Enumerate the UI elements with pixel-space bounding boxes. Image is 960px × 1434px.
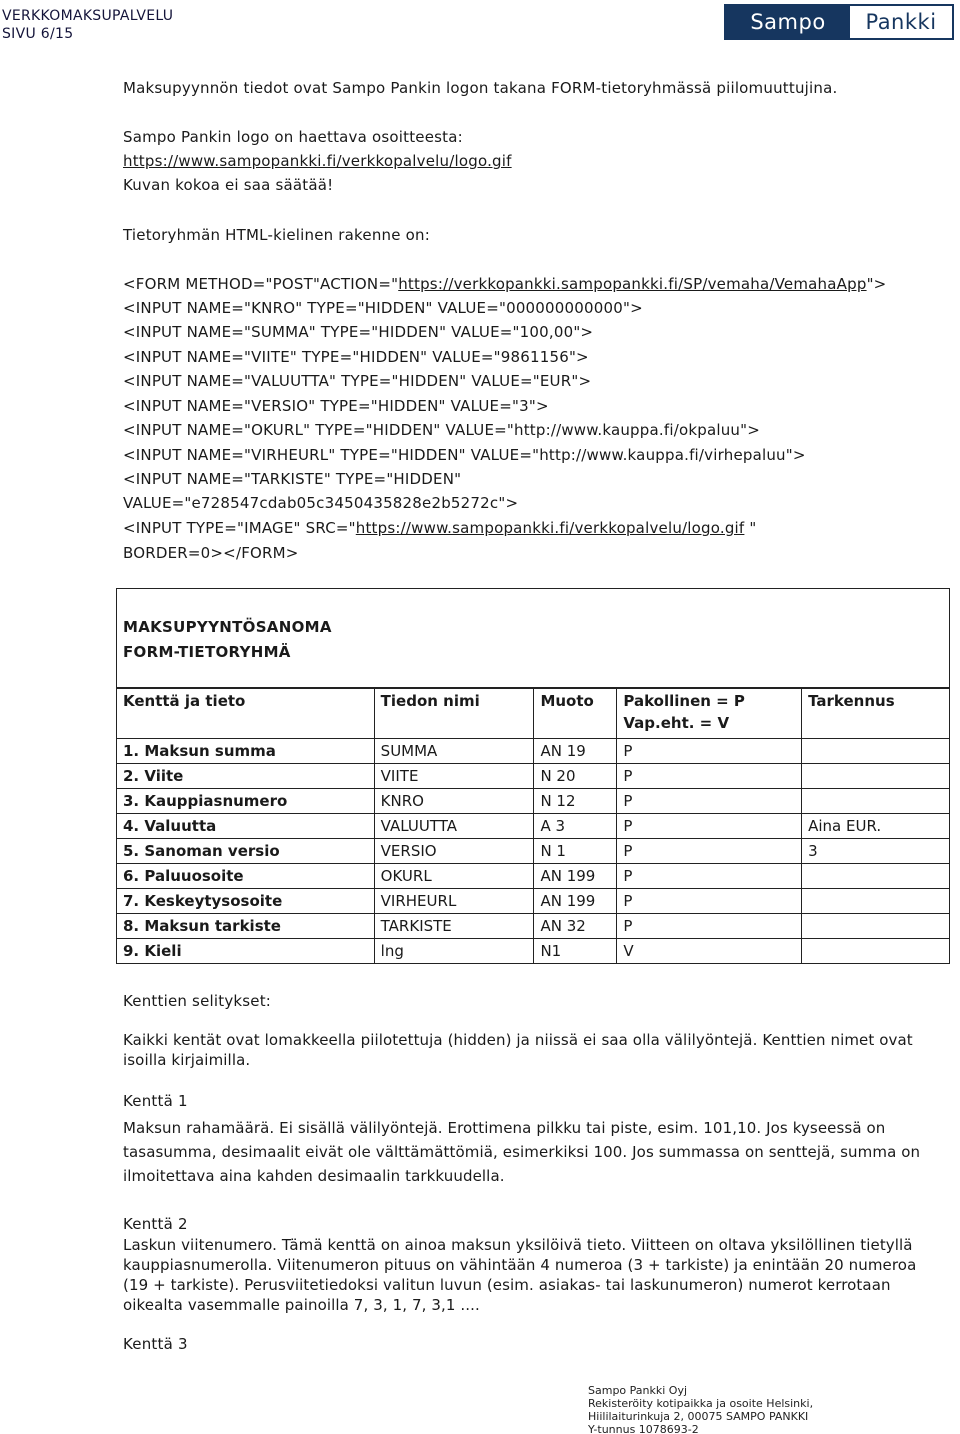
code-line-summa: <INPUT NAME="SUMMA" TYPE="HIDDEN" VALUE="100,00"> [123,323,594,341]
intro-paragraph-2: Sampo Pankin logo on haettava osoitteesta: [123,128,463,146]
code-image-prefix: <INPUT TYPE="IMAGE" SRC=" [123,519,356,537]
row-field: 9. Kieli [117,939,375,964]
header-format: Muoto [534,689,617,739]
code-form-suffix: "> [866,275,887,293]
row-field: 3. Kauppiasnumero [117,789,375,814]
field-2-title: Kenttä 2 [123,1215,188,1233]
code-line-virheurl: <INPUT NAME="VIRHEURL" TYPE="HIDDEN" VALUE="http://www.kauppa.fi/virhepaluu"> [123,446,806,464]
row-name: KNRO [374,789,534,814]
row-required: P [617,739,802,764]
row-detail [802,939,950,964]
row-name: TARKISTE [374,914,534,939]
row-name: VALUUTTA [374,814,534,839]
code-line-okurl: <INPUT NAME="OKURL" TYPE="HIDDEN" VALUE="http://www.kauppa.fi/okpaluu"> [123,421,760,439]
header-field: Kenttä ja tieto [117,689,375,739]
row-name: SUMMA [374,739,534,764]
row-detail [802,739,950,764]
table-row [117,839,950,864]
intro-paragraph-1: Maksupyynnön tiedot ovat Sampo Pankin logon takana FORM-tietoryhmässä piilomuuttujina. [123,79,838,97]
logo-pankki: Pankki [850,6,952,38]
row-required: P [617,914,802,939]
row-detail: 3 [802,839,950,864]
table-row [117,864,950,889]
row-detail [802,789,950,814]
row-required: P [617,789,802,814]
header-required-line2: Vap.eht. = V [623,714,730,732]
code-image-line [123,518,756,538]
intro-paragraph-4: Tietoryhmän HTML-kielinen rakenne on: [123,226,430,244]
code-line-viite: <INPUT NAME="VIITE" TYPE="HIDDEN" VALUE="9861156"> [123,348,589,366]
row-format: N1 [534,939,617,964]
row-name: lng [374,939,534,964]
footer-address: Hiililaiturinkuja 2, 00075 SAMPO PANKKI [588,1410,809,1423]
row-format: AN 199 [534,889,617,914]
code-line-tarkiste: <INPUT NAME="TARKISTE" TYPE="HIDDEN" [123,470,462,488]
code-form-line [123,274,886,294]
row-field: 5. Sanoman versio [117,839,375,864]
table-title-box [116,588,950,688]
footer-registered: Rekisteröity kotipaikka ja osoite Helsinki, [588,1397,814,1410]
row-format: AN 199 [534,864,617,889]
row-required: P [617,889,802,914]
row-field: 8. Maksun tarkiste [117,914,375,939]
logo-url-link[interactable]: https://www.sampopankki.fi/verkkopalvelu/logo.gif [123,152,512,170]
header-detail: Tarkennus [802,689,950,739]
sampo-pankki-logo [724,4,954,40]
field-table [116,688,950,964]
code-line-border: BORDER=0></FORM> [123,544,299,562]
image-src-link[interactable]: https://www.sampopankki.fi/verkkopalvelu/logo.gif [355,519,745,537]
table-title: MAKSUPYYNTÖSANOMA [123,618,332,636]
row-field: 2. Viite [117,764,375,789]
code-form-prefix: <FORM METHOD="POST"ACTION=" [123,275,399,293]
table-header-row [117,689,950,739]
row-format: N 1 [534,839,617,864]
document-header [2,7,173,43]
row-name: VIRHEURL [374,889,534,914]
row-detail [802,889,950,914]
table-row [117,914,950,939]
row-format: AN 19 [534,739,617,764]
field-1-text: Maksun rahamäärä. Ei sisällä välilyöntejä. Erottimena pilkku tai piste, esim. 101,10. Jos kyseessä on tasasumma, desimaalit eivät ole välttämättömiä, esimerkiksi 100. Jos summassa on senttejä, summa on ilmoitettava aina kahden desimaalin tarkkuudella. [123,1119,921,1185]
field-2-text: Laskun viitenumero. Tämä kenttä on ainoa maksun yksilöivä tieto. Viitteen on oltava yksilöllinen tietyllä kauppiasnumerolla. Viitenumeron pituus on vähintään 4 numeroa (3 + tarkiste) ja enintään 20 numeroa (19 + tarkiste). Perusviitetiedoksi valitun luvun (esim. asiakas- tai laskunumeron) numerot kerrotaan oikealta vasemmalle painoilla 7, 3, 1, 7, 3,1 .... [123,1236,917,1314]
row-required: P [617,764,802,789]
row-detail [802,914,950,939]
row-field: 4. Valuutta [117,814,375,839]
footer-business-id: Y-tunnus 1078693-2 [588,1423,699,1434]
code-line-valuutta: <INPUT NAME="VALUUTTA" TYPE="HIDDEN" VALUE="EUR"> [123,372,592,390]
table-row [117,739,950,764]
row-field: 6. Paluuosoite [117,864,375,889]
row-name: VERSIO [374,839,534,864]
row-required: P [617,839,802,864]
header-required [617,689,802,739]
row-field: 1. Maksun summa [117,739,375,764]
intro-paragraph-3: Kuvan kokoa ei saa säätää! [123,176,334,194]
explanations-heading: Kenttien selitykset: [123,992,272,1010]
page-number: SIVU 6/15 [2,26,74,42]
row-format: N 12 [534,789,617,814]
table-row [117,939,950,964]
footer-company: Sampo Pankki Oyj [588,1384,688,1397]
row-required: P [617,864,802,889]
row-name: OKURL [374,864,534,889]
row-detail [802,864,950,889]
header-required-line1: Pakollinen = P [623,692,745,710]
field-3-title: Kenttä 3 [123,1335,188,1353]
row-detail: Aina EUR. [802,814,950,839]
logo-sampo: Sampo [726,6,850,38]
row-required: P [617,814,802,839]
row-required: V [617,939,802,964]
table-row [117,889,950,914]
code-line-versio: <INPUT NAME="VERSIO" TYPE="HIDDEN" VALUE="3"> [123,397,549,415]
table-subtitle: FORM-TIETORYHMÄ [123,643,291,661]
code-image-suffix: " [744,519,757,537]
table-row [117,789,950,814]
row-format: N 20 [534,764,617,789]
explanations-general: Kaikki kentät ovat lomakkeella piilotettuja (hidden) ja niissä ei saa olla välilyöntejä. Kenttien nimet ovat isoilla kirjaimilla. [123,1031,913,1069]
row-detail [802,764,950,789]
row-format: AN 32 [534,914,617,939]
form-action-link[interactable]: https://verkkopankki.sampopankki.fi/SP/vemaha/VemahaApp [398,275,867,293]
service-name: VERKKOMAKSUPALVELU [2,8,174,24]
company-footer [588,1384,813,1434]
field-1-title: Kenttä 1 [123,1092,188,1110]
code-line-tarkiste-value: VALUE="e728547cdab05c3450435828e2b5272c"> [123,494,519,512]
table-row [117,764,950,789]
table-row [117,814,950,839]
code-line-knro: <INPUT NAME="KNRO" TYPE="HIDDEN" VALUE="000000000000"> [123,299,643,317]
row-field: 7. Keskeytysosoite [117,889,375,914]
row-format: A 3 [534,814,617,839]
row-name: VIITE [374,764,534,789]
header-name: Tiedon nimi [374,689,534,739]
